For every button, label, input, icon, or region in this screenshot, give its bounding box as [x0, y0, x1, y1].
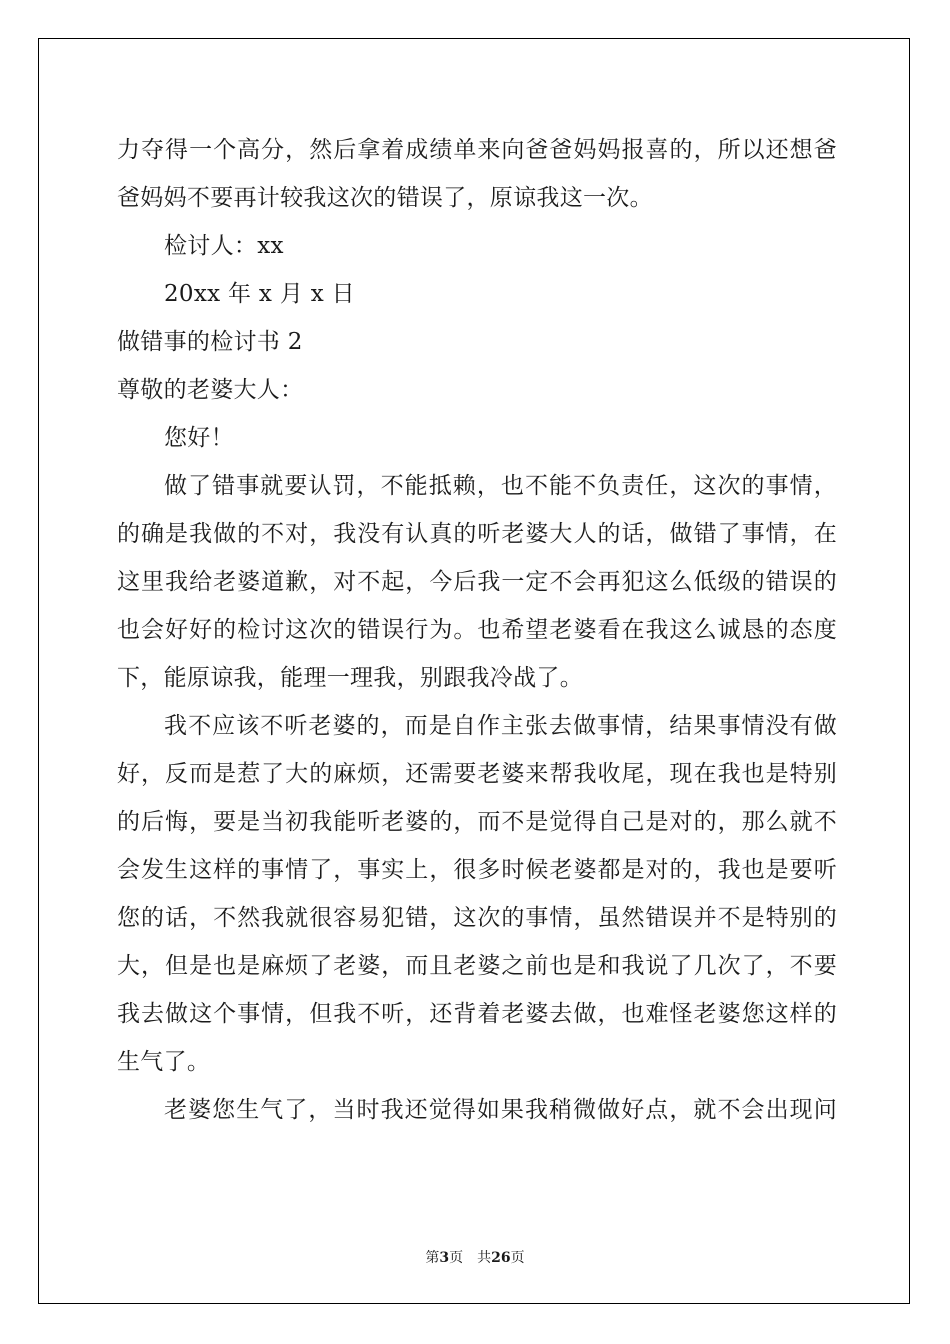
- text-line: 大，但是也是麻烦了老婆，而且老婆之前也是和我说了几次了，不要: [117, 953, 837, 979]
- page-number: 第3页: [425, 1250, 464, 1266]
- text-line: 也会好好的检讨这次的错误行为。也希望老婆看在我这么诚恳的态度: [117, 617, 837, 643]
- text-line: 下，能原谅我，能理一理我，别跟我冷战了。: [117, 665, 583, 691]
- text-line: 的确是我做的不对，我没有认真的听老婆大人的话，做错了事情，在: [117, 521, 837, 547]
- text-line: 我去做这个事情，但我不听，还背着老婆去做，也难怪老婆您这样的: [117, 1001, 837, 1027]
- salutation: 尊敬的老婆大人：: [117, 377, 304, 403]
- section-title: 做错事的检讨书 2: [117, 329, 303, 355]
- page-total: 共26页: [477, 1250, 525, 1266]
- text-line: 做了错事就要认罚，不能抵赖，也不能不负责任，这次的事情，: [164, 473, 837, 499]
- text-line: 我不应该不听老婆的，而是自作主张去做事情，结果事情没有做: [164, 713, 837, 739]
- text-line: 力夺得一个高分，然后拿着成绩单来向爸爸妈妈报喜的，所以还想爸: [117, 137, 837, 163]
- page-footer: [0, 1247, 950, 1267]
- text-line: 这里我给老婆道歉，对不起，今后我一定不会再犯这么低级的错误的: [117, 569, 837, 595]
- greeting: 您好！: [164, 425, 234, 451]
- text-line: 爸妈妈不要再计较我这次的错误了，原谅我这一次。: [117, 185, 653, 211]
- text-line: 好，反而是惹了大的麻烦，还需要老婆来帮我收尾，现在我也是特别: [117, 761, 837, 787]
- signature-date: 20xx 年 x 月 x 日: [164, 281, 355, 307]
- text-line: 老婆您生气了，当时我还觉得如果我稍微做好点，就不会出现问: [164, 1097, 837, 1123]
- text-line: 生气了。: [117, 1049, 211, 1075]
- text-line: 会发生这样的事情了，事实上，很多时候老婆都是对的，我也是要听: [117, 857, 837, 883]
- document-body: [117, 126, 837, 1134]
- text-line: 您的话，不然我就很容易犯错，这次的事情，虽然错误并不是特别的: [117, 905, 837, 931]
- signature-author: 检讨人：xx: [164, 233, 284, 259]
- text-line: 的后悔，要是当初我能听老婆的，而不是觉得自己是对的，那么就不: [117, 809, 837, 835]
